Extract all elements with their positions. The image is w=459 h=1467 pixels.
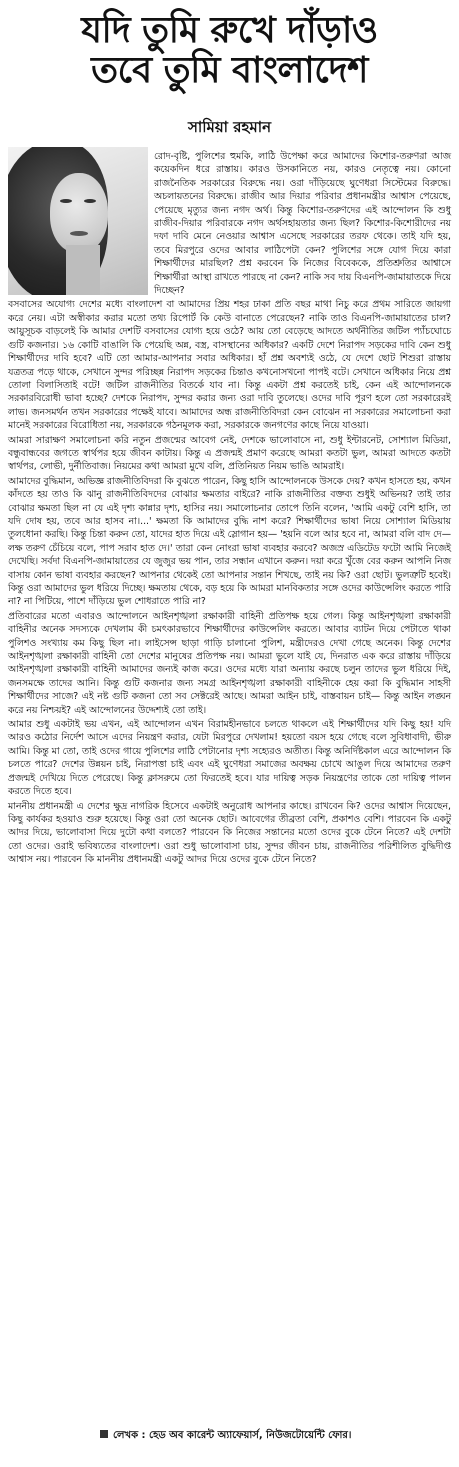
- paragraph-6: আমার শুধু একটাই ভয় এখন, এই আন্দোলন এখন বিরামহীনভাবে চলতে থাকলে এই শিক্ষার্থীদের যদি কিছু হয়! যদি আরও কঠোর নির্দেশ আসে এদের নিয়ন্ত্রণ করার, যেটা মিরপুরে দেখলাম! হয়তো বয়স হয়ে গেছে বলে সুবিধাবাদী, ভীরু আমি। কিন্তু মা তো, তাই ওদের গায়ে পুলিশের লাঠি পেটানোর দৃশ্য সহ্যেরও অতীত। কিন্তু অনির্দিষ্টকাল এরে আন্দোলন কি চলতে পারে? দেশের উন্নয়ন চাই, নিরাপত্তা চাই এবং এই ঘুণেধরা সমাজের অবক্ষয় চোখে আঙুল দিয়ে আমাদের তরুণ প্রজন্মই দেখিয়ে দিতে পেরেছে। কিন্তু ক্লাসরুমে তো ফিরতেই হবে। যার দায়িত্ব সড়ক নিয়ন্ত্রণের তাকে তো দায়িত্ব পালন করতে দিতে হবে।: [8, 719, 451, 798]
- paragraph-4: আমাদের বুদ্ধিমান, অভিজ্ঞ রাজনীতিবিদরা কি বুঝতে পারেন, কিছু হাসি আন্দোলনকে উসকে দেয়? কখন হাসতে হয়, কখন কাঁদতে হয় তাও কি ঝানু রাজনীতিবিদদের বোঝার ক্ষমতার বাইরে? নাকি রাজনীতির বক্তব্য শুধুই অভিনয়? তাই তার বোঝার ক্ষমতা ছিল না যে এই দৃশ্য কান্নার দৃশ্য, হাসির নয়। সমালোচনার তোপে তিনি বলেন, 'আমি একটু বেশি হাসি, তা যদি দোষ হয়, তবে আর হাসব না।...' ক্ষমতা কি আমাদের বুদ্ধি নাশ করে? শিক্ষার্থীদের ভাষা নিয়ে সোশ্যাল মিডিয়ায় তুলধোনা করছি। কিন্তু চিন্তা করুন তো, যাদের হাত দিয়ে এই স্লোগান হয়— 'হয়নি বলে আর হবে না, আমরা বলি বাদ দে—লক্ষ তরুণ চেঁচিয়ে বলে, পাপ সরাব হাত দে।' তারা কেন নোংরা ভাষা ব্যবহার করবে? অজস্র এডিটেড ফটো আমি নিজেই দেখেছি। সর্বদা বিএনপি-জামায়াতের যে জুজুর ভয় পান, তার সন্ধান এখানে করুন। দয়া করে খুঁজে বের করুন আপনি নিজ বাসায় কোন ভাষা ব্যবহার করছেন? আপনার থেকেই তো আপনার সন্তান শিখছে, তাই নয় কি? ওরা ছোট। ভুলত্রুটি হবেই। কিন্তু ওরা আমাদের ভুল ধরিয়ে দিচ্ছে। ক্ষমতায় থেকে, বড় হয়ে কি আমরা মানবিকতার সঙ্গে ওদের কাউন্সেলিং করতে পারি না? না পিটিয়ে, পাশে দাঁড়িয়ে ভুল শোধরাতে পারি না?: [8, 475, 451, 608]
- headline-line-1: যদি তুমি রুখে দাঁড়াও: [81, 9, 378, 51]
- byline: সামিয়া রহমান: [187, 118, 272, 136]
- paragraph-7: মাননীয় প্রধানমন্ত্রী এ দেশের ক্ষুদ্র নাগরিক হিসেবে একটাই অনুরোধ আপনার কাছে। রাখবেন কি? ওদের আশ্বাস দিয়েছেন, কিছু কার্যকর হওয়াও শুরু হয়েছে। কিন্তু ওরা তো অনেক ছোট। আবেগের তীব্রতা বেশি, প্রকাশও বেশি। পারবেন কি একটু আদর দিয়ে, ভালোবাসা দিয়ে দুটো কথা বলতে? পারবেন কি নিজের সন্তানের মতো ওদের বুকে টেনে নিতে? এই দেশটা তো ওদের। ওরাই ভবিষ্যতের বাংলাদেশ। ওরা শুধু ভালোবাসা চায়, সুন্দর জীবন চায়, রাজনীতির পরিশীলিত বুদ্ধিদীপ্ত আশ্বাস নয়। পারবেন কি মাননীয় প্রধানমন্ত্রী একটু আদর দিয়ে ওদের বুকে টেনে নিতে?: [8, 800, 451, 866]
- author-note-text: লেখক : হেড অব কারেন্ট অ্যাফেয়ার্স, নিউজটোয়েন্টি ফোর।: [113, 1430, 352, 1441]
- author-note: [100, 1428, 451, 1445]
- headline: [0, 10, 459, 91]
- paragraph-5: প্রতিবারের মতো এবারও আন্দোলনে আইনশৃঙ্খলা রক্ষাকারী বাহিনী প্রতিপক্ষ হয়ে গেল। কিন্তু আইনশৃঙ্খলা রক্ষাকারী বাহিনীর অনেক সদস্যকে দেখলাম কী চমৎকারভাবে শিক্ষার্থীদের কাউন্সেলিং করতে। আবার ব্যাটন দিয়ে পেটাতে থাকা পুলিশও সংখ্যায় কম কিছু ছিল না। লাইসেন্স ছাড়া গাড়ি চালানো পুলিশ, মন্ত্রীদেরও দেখা গেছে অনেক। কিন্তু দেশের আইনশৃঙ্খলা রক্ষাকারী বাহিনী তো দেশের মানুষের প্রতিপক্ষ নয়। আমরা ভুলে যাই যে, দিনরাত এক করে রাস্তায় দাঁড়িয়ে আইনশৃঙ্খলা রক্ষাকারী বাহিনী আমাদের জন্যই কাজ করে। ওদের মধ্যে যারা অন্যায় করছে চলুন তাদের ভুল ধরিয়ে দিই, জনসমক্ষে তাদের আনি। কিন্তু গুটি কজনার জন্য সমগ্র আইনশৃঙ্খলা রক্ষাকারী বাহিনীকে হেয় করা কি বুদ্ধিমান সাহসী শিক্ষার্থীদের সাজে? এই নষ্ট গুটি কজনা তো সব সেক্টরেই আছে। আমরা আইন চাই, বাস্তবায়ন চাই— কিন্তু আইন লঙ্ঘন করে নয় নিশ্চয়ই? এই আন্দোলনের উদ্দেশ্যই তো তাই।: [8, 610, 451, 716]
- paragraph-1: [8, 150, 451, 297]
- paragraph-1-text: রোদ-বৃষ্টি, পুলিশের হুমকি, লাঠি উপেক্ষা করে আমাদের কিশোর-তরুণরা আজ কয়েকদিন ধরে রাস্তায়। কারও উসকানিতে নয়, কারও নেতৃত্বে নয়। কোনো রাজনৈতিক সরকারের বিরুদ্ধে নয়। ওরা দাঁড়িয়েছে ঘুণেধরা সিস্টেমের বিরুদ্ধে। অচলায়তনের বিরুদ্ধে। রাজীব আর দিয়ার পরিবার প্রধানমন্ত্রীর আশ্বাস পেয়েছে, পেয়েছে মৃত্যুর জন্য নগদ অর্থ। কিন্তু কিশোর-তরুণদের এই আন্দোলন কি শুধু রাজীব-দিয়ার পরিবারকে নগদ অর্থসহায়তার জন্য ছিল? কিশোর-কিশোরীদের নয় দফা দাবি মেনে নেওয়ার আশ্বাস এসেছে সরকারের তরফ থেকে। তাই যদি হয়, তবে মিরপুরে ওদের আবার লাঠিপেটা কেন? পুলিশের সঙ্গে যোগ দিয়ে কারা শিক্ষার্থীদের মারছিল? প্রশ্ন করবেন কি নিজের বিবেককে, প্রতিশ্রুতির আশ্বাসে শিক্ষার্থীরা আস্থা রাখতে পারছে না কেন? নাকি সব দায় বিএনপি-জামায়াতকে দিয়ে দিচ্ছেন?: [154, 151, 451, 297]
- paragraph-2: বসবাসের অযোগ্য দেশের মধ্যে বাংলাদেশ বা আমাদের প্রিয় শহর ঢাকা প্রতি বছর মাথা নিচু করে প্রথম সারিতে জায়গা করে নেয়। এটা অস্বীকার করার মতো তথ্য রিপোর্ট কি কেউ বানাতে পেরেছেন? নাকি তাও বিএনপি-জামায়াতের চাল? আয়ুসূচক বাড়লেই কি আমার দেশটি বসবাসের যোগ্য হয়ে ওঠে? আয় তো বেড়েছে আদতে অর্থনীতির জটিল প্যাঁচঘোচে গুটি কজনার। ১৬ কোটি বাঙালি কি পেয়েছি অন্ন, বস্ত্র, বাসস্থানের অধিকার? একটি দেশে নিরাপদ সড়কের দাবি কেন শুধু শিক্ষার্থীদের দাবি হবে? এটি তো আমার-আপনার সবার অধিকার। হাঁ প্রশ্ন অবশ্যই ওঠে, যে দেশে ছোট শিশুরা রাস্তায় যত্রতত্র পড়ে থাকে, সেখানে সুন্দর পরিচ্ছন্ন নিরাপদ সড়কের চিন্তাও কখনোসখনো পাপই বটে। সেখানে অধিকার নিয়ে প্রশ্ন তোলা বিলাসিতাই বটে! জটিল রাজনীতির বিতর্কে যাব না। কিন্তু একটা প্রশ্ন করতেই চাই, কেন এই আন্দোলনকে সরকারবিরোধী ভাবা হচ্ছে? দেশকে নিরাপদ, সুন্দর করার জন্য ওরা দাবি তুলেছে। ওদের দাবি পূরণ হলে তো সরকারেরই লাভ। জনসমর্থন তখন সরকারের পক্ষেই যাবে। আমাদের অন্ধ রাজনীতিবিদরা কেন বোঝেন না সরকারের সমালোচনা করা মানেই সরকারের বিরোধিতা নয়, সরকারকে গঠনমূলক করা, সরকারকে জনগণের কাছে নিয়ে যাওয়া।: [8, 299, 451, 432]
- article-body: [8, 150, 451, 868]
- bullet-square-icon: [100, 1430, 108, 1438]
- paragraph-3: আমরা সারাক্ষণ সমালোচনা করি নতুন প্রজন্মের আবেগ নেই, দেশকে ভালোবাসে না, শুধু ইন্টারনেট, সোশ্যাল মিডিয়া, বন্ধুবান্ধবের জগতে স্বার্থপর হয়ে জীবন কাটায়। কিন্তু এ প্রজন্মই প্রমাণ করেছে আমরা কতটা ভুল, আমরা আদতে কতটা স্বার্থপর, লোভী, দুর্নীতিবাজ। নিয়মের কথা আমরা মুখে বলি, প্রতিনিয়ত নিয়ম ভাঙি আমরাই।: [8, 434, 451, 473]
- headline-line-2: তবে তুমি বাংলাদেশ: [91, 49, 368, 92]
